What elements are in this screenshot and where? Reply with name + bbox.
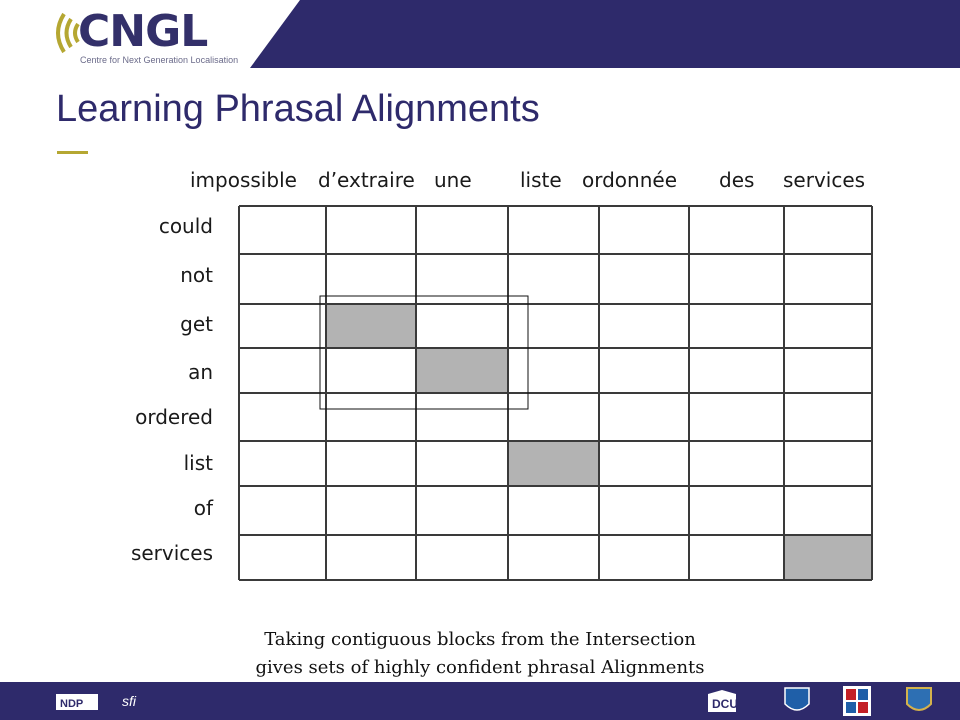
- caption-line-2: gives sets of highly confident phrasal Alignments: [255, 657, 705, 678]
- ul-crest-icon: [907, 688, 931, 710]
- aligned-cell: [784, 535, 872, 580]
- column-label: ordonnée: [582, 168, 677, 192]
- row-label: not: [180, 263, 213, 287]
- sfi-logo-text: sfi: [122, 693, 136, 709]
- column-label: liste: [520, 168, 562, 192]
- ucd-crest-icon: [785, 688, 809, 710]
- row-label: could: [158, 214, 213, 238]
- aligned-cell: [416, 348, 508, 393]
- cngl-logo-subtitle: Centre for Next Generation Localisation: [80, 55, 239, 65]
- tcd-logo-block: [846, 702, 856, 713]
- aligned-cell: [326, 304, 416, 348]
- footer-logos: [0, 682, 960, 720]
- ndp-logo-text: NDP: [60, 698, 84, 710]
- cngl-logo: CNGL: [78, 6, 208, 57]
- tcd-logo-block: [846, 689, 856, 700]
- row-label: of: [193, 496, 213, 520]
- row-label: list: [183, 451, 213, 475]
- column-label: d’extraire: [318, 168, 415, 192]
- caption-line-1: Taking contiguous blocks from the Intersection: [264, 629, 696, 650]
- tcd-logo-block: [858, 702, 868, 713]
- dcu-logo-text: DCU: [712, 697, 738, 711]
- tcd-logo-block: [858, 689, 868, 700]
- slide-title: Learning Phrasal Alignments: [56, 88, 540, 130]
- row-label: get: [180, 312, 213, 336]
- caption: [180, 626, 780, 682]
- column-label: une: [434, 168, 472, 192]
- column-label: impossible: [190, 168, 297, 192]
- column-label: des: [719, 168, 755, 192]
- row-label: an: [188, 360, 213, 384]
- row-label: ordered: [135, 405, 213, 429]
- column-label: services: [783, 168, 866, 192]
- row-label: services: [130, 541, 213, 565]
- aligned-cell: [508, 441, 599, 486]
